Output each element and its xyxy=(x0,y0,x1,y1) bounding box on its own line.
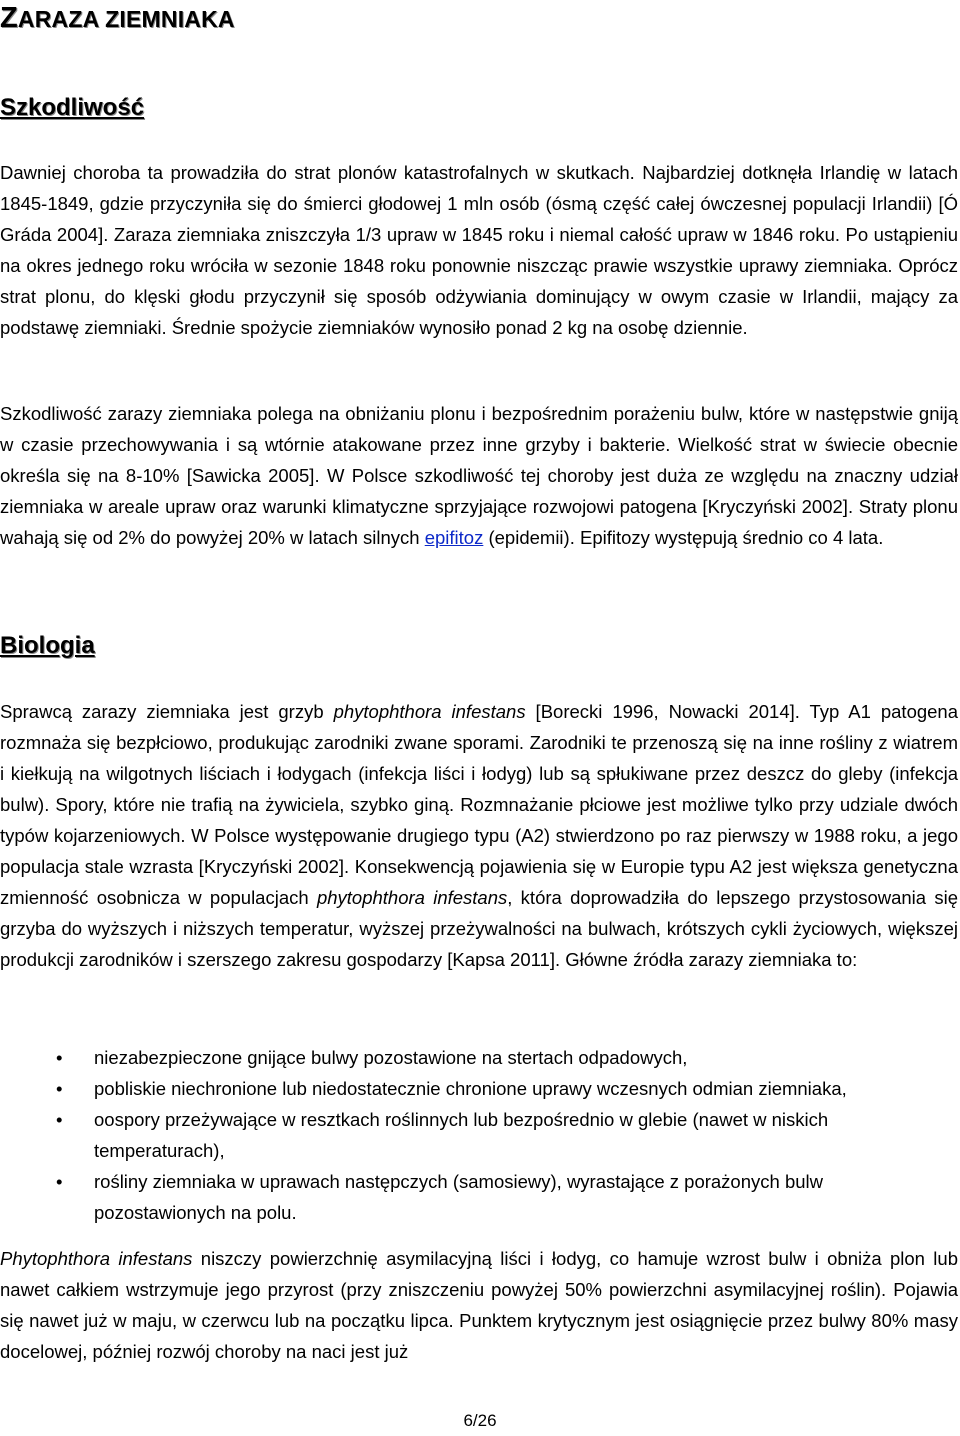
title-rest: ARAZA ZIEMNIAKA xyxy=(17,6,235,32)
paragraph-biology-text xyxy=(0,696,958,975)
bullet-icon: • xyxy=(56,1109,63,1130)
paragraph-losses xyxy=(0,398,958,553)
list-item-text: rośliny ziemniaka w uprawach następczych (samosiewy), wyrastające z porażonych bulw pozostawionych na polu. xyxy=(94,1171,823,1223)
title-initial: Z xyxy=(0,2,18,34)
list-item-text: pobliskie niechronione lub niedostatecznie chronione uprawy wczesnych odmian ziemniaka, xyxy=(94,1078,847,1099)
paragraph-biology xyxy=(0,696,958,975)
section-heading-harmfulness: Szkodliwość xyxy=(0,94,145,121)
list-item xyxy=(0,1104,958,1166)
biology-part-b: [Borecki 1996, Nowacki 2014]. Typ A1 patogena rozmnaża się bezpłciowo, produkując zarodniki zwane sporami. Zarodniki te przenoszą się na inne rośliny z wiatrem i kiełkują na wilgotnych liściach i łodygach (infekcja liści i łodyg) lub są spłukiwane przez deszcz do gleby (infekcja bulw). Spory, które nie trafią na żywiciela, szybko giną. Rozmnażanie płciowe jest możliwe tylko przy udziale dwóch typów kojarzeniowych. W Polsce występowanie drugiego typu (A2) stwierdzono po raz pierwszy w 1988 roku, a jego populacja stale wzrasta [Kryczyński 2002]. Konsekwencją pojawienia się w Europie typu A2 jest większa genetyczna zmienność osobnicza w populacjach xyxy=(0,701,959,908)
list-item-text: niezabezpieczone gnijące bulwy pozostawione na stertach odpadowych, xyxy=(94,1047,688,1068)
paragraph-damage-rest: niszczy powierzchnię asymilacyjną liści i łodyg, co hamuje wzrost bulw i obniża plon lub nawet całkiem wstrzymuje jego przyrost (przy zniszczeniu powyżej 50% powierzchni asymilacyjnej roślin). Pojawia się nawet już w maju, w czerwcu lub na początku lipca. Punktem krytycznym jest osiągnięcie przez bulwy 80% masy docelowej, później rozwój choroby na naci jest już xyxy=(0,1248,958,1362)
paragraph-losses-part2: (epidemii). Epifitozy występują średnio co 4 lata. xyxy=(483,527,884,548)
epifitoz-link[interactable]: epifitoz xyxy=(424,527,484,548)
species-name-italic: phytophthora infestans xyxy=(333,701,526,722)
list-item xyxy=(0,1073,958,1104)
paragraph-history-text: Dawniej choroba ta prowadziła do strat plonów katastrofalnych w skutkach. Najbardziej dotknęła Irlandię w latach 1845-1849, gdzie przyczyniła się do śmierci głodowej 1 mln osób (ósmą część całej ówczesnej populacji Irlandii) [Ó Gráda 2004]. Zaraza ziemniaka zniszczyła 1/3 upraw w 1845 roku i niemal całość upraw w 1846 roku. Po ustąpieniu na okres jednego roku wróciła w sezonie 1848 roku ponownie niszcząc prawie wszystkie uprawy ziemniaka. Oprócz strat plonu, do klęski głodu przyczynił się sposób odżywiania dominujący w owym czasie w Irlandii, mający za podstawę ziemniaki. Średnie spożycie ziemniaków wynosiło ponad 2 kg na osobę dziennie. xyxy=(0,162,958,338)
infection-sources-list xyxy=(0,1042,958,1228)
paragraph-damage-text xyxy=(0,1243,958,1367)
section-heading-biology: Biologia xyxy=(0,632,95,659)
document-title xyxy=(0,2,235,35)
page-number: 6/26 xyxy=(463,1411,497,1430)
bullet-icon: • xyxy=(56,1047,63,1068)
bullet-icon: • xyxy=(56,1171,63,1192)
paragraph-history xyxy=(0,157,958,343)
species-name-italic: phytophthora infestans xyxy=(316,887,508,908)
list-item xyxy=(0,1166,958,1228)
species-name-italic: Phytophthora infestans xyxy=(0,1248,193,1269)
paragraph-losses-part1: Szkodliwość zarazy ziemniaka polega na obniżaniu plonu i bezpośrednim porażeniu bulw, które w następstwie gniją w czasie przechowywania i są wtórnie atakowane przez inne grzyby i bakterie. Wielkość strat w świecie obecnie określa się na 8-10% [Sawicka 2005]. W Polsce szkodliwość tej choroby jest duża ze względu na znaczny udział ziemniaka w areale upraw oraz warunki klimatyczne sprzyjające rozwojowi patogena [Kryczyński 2002]. Straty plonu wahają się od 2% do powyżej 20% w latach silnych xyxy=(0,403,958,548)
paragraph-damage xyxy=(0,1243,958,1367)
list-item xyxy=(0,1042,958,1073)
biology-part-a: Sprawcą zarazy ziemniaka jest grzyb xyxy=(0,701,334,722)
biology-part-c: , która doprowadziła do lepszego przystosowania się grzyba do wyższych i niższych temperatur, wyższej przeżywalności na bulwach, krótszych cykli życiowych, większej produkcji zarodników i szerszego zakresu gospodarzy [Kapsa 2011]. Główne źródła zarazy ziemniaka to: xyxy=(0,887,958,970)
bullet-icon: • xyxy=(56,1078,63,1099)
list-item-text: oospory przeżywające w resztkach roślinnych lub bezpośrednio w glebie (nawet w niskich temperaturach), xyxy=(94,1109,829,1161)
paragraph-losses-text xyxy=(0,398,958,553)
